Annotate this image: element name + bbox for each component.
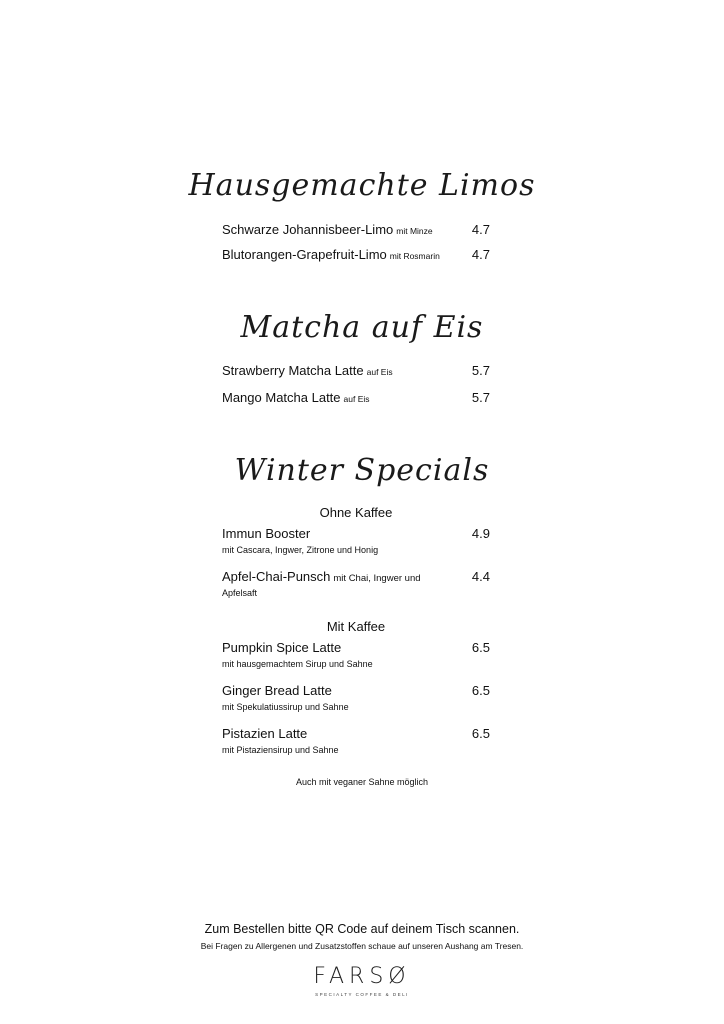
item-description: Apfelsaft (222, 588, 258, 598)
menu-item (222, 247, 490, 267)
item-price: 6.5 (471, 640, 490, 655)
item-note: mit Chai, Ingwer und (333, 573, 421, 584)
item-price: 6.5 (471, 683, 490, 698)
item-price: 4.9 (471, 526, 490, 541)
menu-item (222, 640, 490, 660)
item-note: auf Eis (366, 367, 393, 377)
item-price: 4.7 (471, 222, 490, 237)
item-description: mit Spekulatiussirup und Sahne (222, 702, 349, 712)
menu-item (222, 363, 490, 383)
brand-tagline: SPECIALTY COFFEE & DELI (315, 992, 409, 997)
brand-logo: FARSØ (313, 964, 411, 989)
menu-item (222, 683, 490, 703)
item-price: 5.7 (471, 363, 490, 378)
item-name: Schwarze Johannisbeer-Limo (222, 222, 394, 237)
menu-item (222, 390, 490, 410)
item-note: auf Eis (343, 394, 370, 404)
menu-item (222, 222, 490, 242)
item-price: 5.7 (471, 390, 490, 405)
menu-item (222, 526, 490, 546)
item-note: mit Rosmarin (389, 251, 440, 261)
item-name: Ginger Bread Latte (222, 683, 332, 698)
order-instruction: Zum Bestellen bitte QR Code auf deinem Tisch scannen. (204, 922, 520, 936)
item-name: Strawberry Matcha Latte (222, 363, 364, 378)
item-description: mit hausgemachtem Sirup und Sahne (222, 659, 373, 669)
item-note: mit Minze (396, 226, 433, 236)
item-description: mit Cascara, Ingwer, Zitrone und Honig (222, 545, 379, 555)
group-label-ohne-kaffee: Ohne Kaffee (319, 505, 393, 520)
section-title-limos: Hausgemachte Limos (188, 168, 536, 203)
item-description: mit Pistaziensirup und Sahne (222, 745, 339, 755)
item-name: Pistazien Latte (222, 726, 308, 741)
item-price: 4.7 (471, 247, 490, 262)
section-title-matcha: Matcha auf Eis (240, 310, 484, 345)
item-name: Immun Booster (222, 526, 311, 541)
group-label-mit-kaffee: Mit Kaffee (326, 619, 386, 634)
item-name: Apfel-Chai-Punsch (222, 569, 331, 584)
item-price: 4.4 (471, 569, 490, 584)
item-price: 6.5 (471, 726, 490, 741)
section-title-winter: Winter Specials (234, 453, 490, 488)
vegan-footnote: Auch mit veganer Sahne möglich (295, 777, 429, 787)
item-name: Mango Matcha Latte (222, 390, 341, 405)
item-name: Pumpkin Spice Latte (222, 640, 342, 655)
menu-item (222, 569, 490, 589)
menu-item (222, 726, 490, 746)
item-name: Blutorangen-Grapefruit-Limo (222, 247, 387, 262)
allergen-notice: Bei Fragen zu Allergenen und Zusatzstoffen schaue auf unseren Aushang am Tresen. (200, 941, 524, 951)
